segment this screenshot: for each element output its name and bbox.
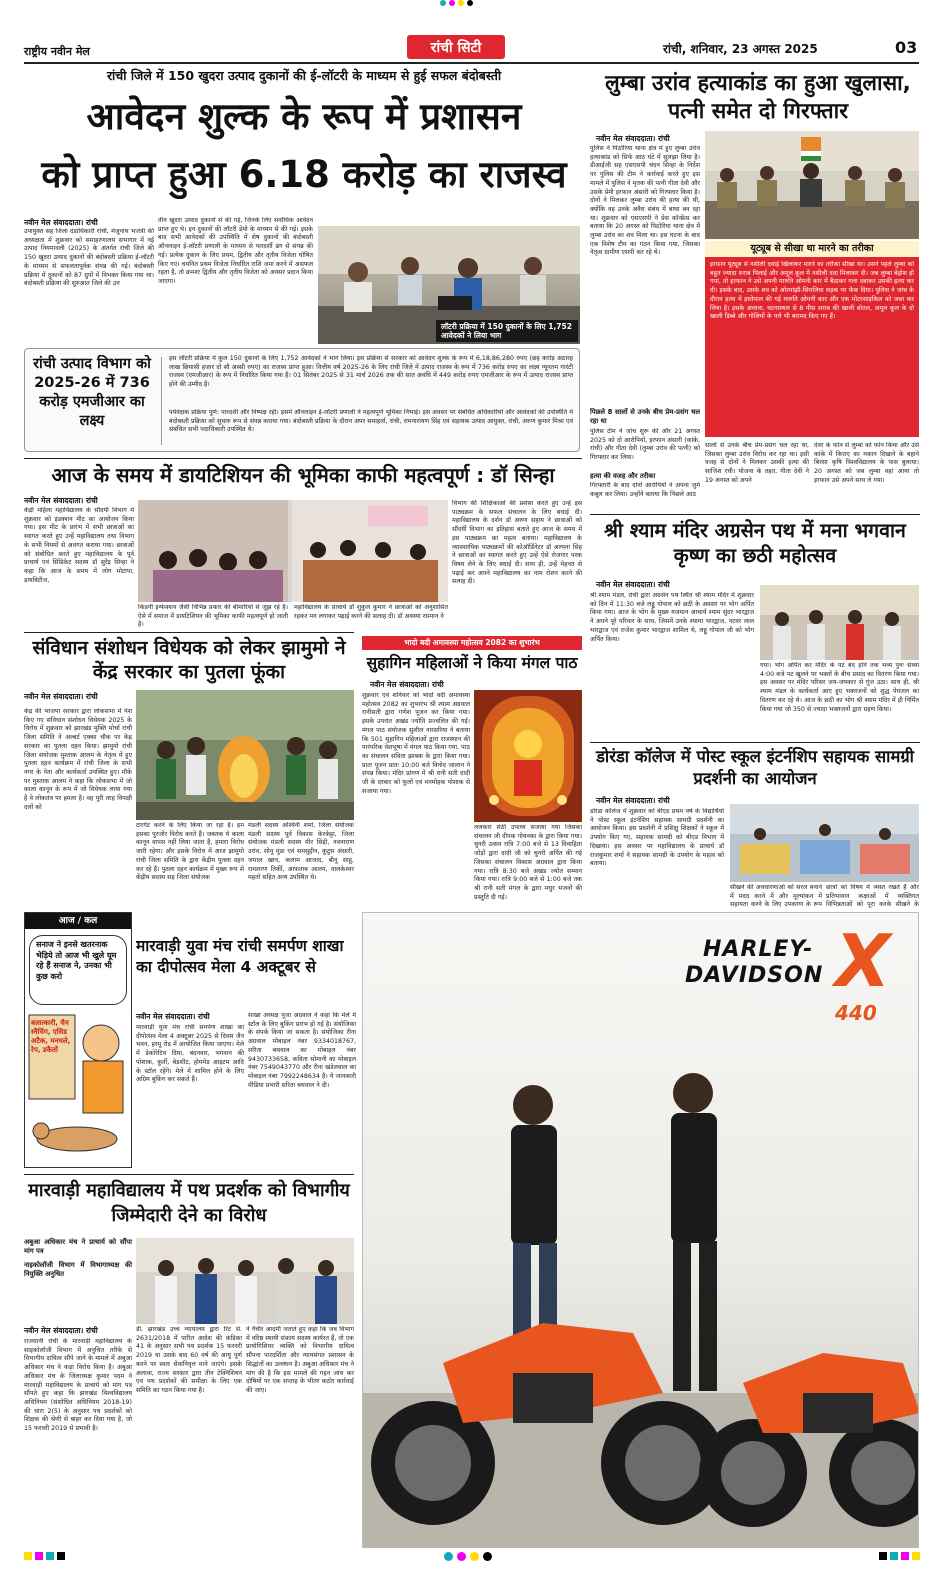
classroom-illustration (138, 500, 448, 602)
divider-shyam (590, 514, 920, 515)
dietitian-column-4: विभाग की शिक्षिकाओं की प्रशंसा करते हुए उन्हें इस पाठ्यक्रम के सफल संचालन के लिए बधाई दी। महाविद्यालय के दर्शन डॉ अरुण सहाय ने छात्राओं को सौंदर्यी विभाग का इतिहास बताते हुए आज के समय में इस पाठ्यक्रम का महत्व बताया। महाविद्यालय के व्यावसायिक पाठ्यक्रमों की कोऑर्डिनेटर डॉ अल्पना सिंह ने छात्राओं का स्वागत करते हुए उन्हें ऐसे रोजगार परक विषय लेने के लिए बधाई दी। साथ ही, उन्हें मेहनत से पढ़ाई कर अपने महाविद्यालय का नाम रोशन करने की सलाह दी। (452, 500, 582, 586)
masthead-logo: राष्ट्रीय नवीन मेल (24, 45, 90, 58)
college-bullet-2: नाइकोलॉजी विभाग में विभागाध्यक्ष की नियुक्ति अनुचित (24, 1261, 132, 1279)
jmm-byline: नवीन मेल संवाददाता। रांची (24, 692, 98, 701)
lottery-photo-caption: लॉटरी प्रक्रिया में 150 दुकानों के लिए 1,752 आवेदकों ने लिया भाग (436, 320, 578, 342)
dietitian-byline: नवीन मेल संवाददाता। रांची (24, 496, 98, 505)
color-registration-strip-top (0, 0, 945, 8)
exhibition-photo (730, 804, 919, 882)
murder-subhead-affair: पिछले 8 सालों से उनके बीच प्रेम-प्रसंग चल रहा था (590, 408, 700, 425)
yuva-byline: नवीन मेल संवाददाता। रांची (136, 1012, 210, 1021)
cartoon-sign-text: बलात्कारी, चैन स्नैचिंग, एसिड अटैक, मनचले, रेप, डकैतों (31, 1019, 71, 1054)
divider-dietitian (24, 458, 582, 459)
college-bullets (24, 1238, 132, 1279)
ad-bikes-and-riders (363, 1033, 919, 1548)
doranda-byline: नवीन मेल संवाददाता। रांची (596, 796, 670, 805)
ad-model-cc: 440 (835, 1001, 877, 1025)
memorandum-illustration (136, 1238, 354, 1324)
effigy-burning-photo (136, 690, 354, 820)
yuva-column-2: साखा अध्यक्ष पूजा अग्रवाल ने कहा कि मेले में स्टॉल के लिए बुकिंग प्रारंभ हो गई है। संयोजिका के संपर्क किया जा सकता है। संयोजिका रीना अग्रवाल मोबाइल नंबर 9334018767, सरिता बथवाल का मोबाइल नंबर 9430733658, कविता सोमानी का मोबाइल नंबर 7549043770 और रीना खंडेलवाल का मोबाइल नंबर 7992248634 है। ये जानकारी मीडिया प्रभारी सरिता बथवाल ने दी। (248, 1012, 356, 1089)
observers-text: पर्यवेक्षक प्रक्रिया पूर्ण: पारदर्शी और निष्पक्ष रही। इसमें ऑनलाइन ई-लॉटरी प्रणाली ने महत्वपूर्ण भूमिका निभाई। इस अवसर पर संबंधित अधिकारियों और आवेदकों की उपस्थिति में बंदोबस्ती प्रक्रिया को सुचारु रूप से संपन्न कराया गया। बंदोबस्ती प्रक्रिया के दौरान अपर समाहर्ता, रांची, रामनारायण सिंह एवं सहायक उत्पाद आयुक्त, रांची, अरुण कुमार मिश्रा एवं संबंधित सभी पदाधिकारी उपस्थित थे। (169, 409, 573, 434)
murder-tail-b: देवर के फोन से लुम्बा को फोन किया और उसे कांके में किराए का मकान दिखाने के बहाने बिरसा कृषि विश्वविद्यालय के पास बुलाया। 20 अगस्त को जब लुम्बा वहां आया तो इरफान उसे अपने साथ ले गया। (814, 442, 919, 484)
dateline: रांची, शनिवार, 23 अगस्त 2025 (663, 42, 818, 56)
cartoon-bubble-text: सनाज ने इनसे खतरनाक भेड़िये तो आज भी खुले घूम रहे हैं सनाज ने, उनका भी कुछ करो (36, 940, 117, 981)
dietitian-column-3: महाविद्यालय के प्राचार्य डॉ शुकुल कुमार ने छात्राओं को अनुशासित रहकर मन लगाकर पढ़ाई करने की सलाह दी। डॉ अवस्या रसमान ने (294, 604, 448, 620)
college-column-3: ने नैचीर आदमी जताते हुए कहा कि जब विभाग में वरिष्ठ स्थायी संकाय सदस्य कार्यरत हैं, तो एक प्रायोगिशियर व्यक्ति को विभागीय दायित्व सौंपना पारदर्शिता और न्यायसंगत प्रशासन के सिद्धांतों का उल्लंघन है। अबुआ अधिकार मंच ने मांग की है कि इस मामले की गहन जांच कर दोषियों पर एक सप्ताह के भीतर कठोर कार्रवाई की जाए। (246, 1326, 354, 1394)
lead-column-1: उपायुक्त सह जिला दंडाधिकारी रांची, मंजूनाथ भजंत्री की अध्यक्षता में शुक्रवार को समाहरणालय सभागार में नई उत्पाद नियमावली (2025) के अंतर्गत रांची जिले की 150 खुदरा उत्पाद दुकानों की बंदोबस्ती प्रक्रिया ई-लॉटरी के माध्यम से सफलतापूर्वक संपन्न की गई। बंदोबस्ती प्रक्रिया में दुकानों को 87 ग्रुपों में विभक्त किया गया था। बंदोबस्ती प्रक्रिया की शुरुआत जिले की उन (24, 228, 154, 288)
jmm-column-2: टारगेट करने के लिए किया जा रहा है। हम इसका पुरजोर विरोध करते हैं। जबतक ये काला कानून वापस नहीं लिया जाता है, हमारा विरोध जारी रहेगा। और इसके विरोध में आज झामुमो रांची जिला समिति के द्वारा केंद्रीय पुतला दहन कर रहे हैं। पुतला दहन कार्यक्रम में मुख्य रूप से केंद्रीय सदस्य सह जिला संयोजक (136, 822, 244, 882)
cartoon-speech-bubble (29, 935, 127, 1005)
suhagin-kicker-band (362, 636, 582, 650)
lead-kicker: रांची जिले में 150 खुदरा उत्पाद दुकानों की ई-लॉटरी के माध्यम से हुई सफल बंदोबस्ती (106, 68, 502, 83)
suhagin-byline: नवीन मेल संवाददाता। रांची (370, 680, 444, 689)
shyam-temple-photo (760, 585, 919, 660)
dietitian-column-1: केंद्री महिला महाविद्यालय के सौंदर्यी विभाग में शुक्रवार को इंडक्शन मीट का आयोजन किया गया। इस मीट के प्रारंभ में सभी छात्राओं का स्वागत करते हुए उन्हें महाविद्यालय तथा विभाग के सभी नियमों से अवगत कराया गया। छात्राओं को संबोधित करते हुए महाविद्यालय के पूर्व प्राचार्य एवं सिंडिकेट सदस्य डॉ सुरेंद्र सिन्हा ने कहा कि आज के समय में लोग मोटापा, डायबिटीज, (24, 507, 134, 584)
dietitian-headline: आज के समय में डायटिशियन की भूमिका काफी महत्वपूर्ण : डॉ सिन्हा (51, 463, 555, 487)
suhagin-kicker: भादो बदी अमावस्या महोत्सव 2082 का शुभारंभ (404, 638, 540, 647)
lead-headline-line1: आवेदन शुल्क के रूप में प्रशासन (86, 95, 522, 138)
harley-davidson-ad (362, 912, 919, 1548)
shyam-headline: श्री श्याम मंदिर अग्रसेन पथ में मना भगवान कृष्ण का छठी महोत्सव (604, 519, 906, 567)
youtube-box-body: इरफान यूट्यूब से नशीली दवाई खिलाकर मारने का तरीका सीखा था। उसने पहले लुम्बा को बहुत ज्यादा शराब पिलाई और अमूल कूल में नशीली दवा मिलाकर दी। जब लुम्बा बेहोश हो गया, तो इरफान ने उसे अपनी मारुति ओमनी कार में बैठाकर गला दबाकर उसकी हत्या कर दी। इसके बाद, उसके शव को ओरमांझी-सिमलिया सड़क पर फेंक दिया। पुलिस ने जांच के दौरान हत्या में इस्तेमाल की गई मारुति ओमनी कार और एक मोटरसाइकिल को जब्त कर लिया है। इसके अलावा, घटनास्थल से 8 पीस शराब की खाली बोतल, अमूल कूल के दो खाली डिब्बे और गोलियों के पत्ते भी बरामद किए गए हैं। (710, 261, 914, 321)
divider-college (24, 1174, 354, 1175)
cartoon-title-band (25, 913, 131, 929)
yuva-column-1: मारवाड़ी युवा मंच रांची समर्पण शाखा का दीपोत्सव मेला 4 अक्टूबर 2025 से दिवस जैन भवन, हरमू रोड में आयोजित किया जाएगा। मेले में डेकोरेटिव दिया, बंदनवार, भगवान की पोशाक, कुर्ती, बेडशीट, होममेड आइटम आदि के स्टॉल रहेंगे। मेले में शामिल होने के लिए अग्रिम बुकिंग कर सकते हैं। (136, 1024, 244, 1084)
section-banner (407, 35, 505, 59)
lottery-meeting-photo (318, 226, 580, 344)
rani-sati-shrine-photo (474, 690, 582, 822)
youtube-box-title: यूट्यूब से सीखा था मारने का तरीका (705, 241, 919, 257)
section-title: रांची सिटी (430, 39, 482, 56)
murder-subhead-motive: हत्या की वजह और तरीका (590, 472, 656, 480)
ad-model-x: X (835, 919, 891, 1003)
shyam-column-1: श्री श्याम मंडल, रांची द्वारा अग्रसेन पथ स्थित श्री श्याम मंदिर में शुक्रवार को दिन में 11:30 बजे लड्डू गोपाल को छठी के अवसर पर भोग अर्पित किया गया। आज के भोग के मुख्य यजमान आचार्य श्याम सुंदर भारद्वाज ने अपने पूरे परिवार के साथ, जिसमें उनके श्यामा भारद्वाज, नटवर लाल भारद्वाज एवं राजेश कुमार भारद्वाज शामिल थे, लड्डू गोपाल जी को भोग अर्पित किया। (590, 592, 754, 643)
murder-byline: नवीन मेल संवाददाता। रांची (596, 134, 670, 143)
jmm-column-1: केंद्र की भाजपा सरकार द्वारा लोकसभा में पेश किए गए संविधान संशोधन विधेयक 2025 के विरोध में शुक्रवार को झारखंड मुक्ति मोर्चा रांची जिला समिति ने अल्बर्ट एक्का चौक पर केंद्र सरकार का पुतला दहन किया। झामुमो रांची जिला संयोजक मुश्ताक आलम के नेतृत्व में हुए पुतला दहन कार्यक्रम में रांची जिला के सभी नगर के नेता और कार्यकर्ता उपस्थित हुए। मौके पर मुश्ताक आलम ने कहा कि लोकसभा में जो काला कानून के रूप में जो विधेयक लाया गया है वे लोकतंत्र पर हमला है। वह पूरी तरह विपक्षी दलों को (24, 708, 132, 811)
exhibition-illustration (730, 804, 919, 882)
target-panel (24, 348, 580, 452)
target-divider (161, 357, 162, 445)
college-bullet-1: अबुआ अधिकार मंच ने प्राचार्य को सौंपा मांग पत्र (24, 1238, 132, 1255)
lead-headline-line2: को प्राप्त हुआ 6.18 करोड़ का राजस्व (41, 153, 567, 196)
murder-tail-a: सालों से उनके बीच प्रेम-प्रसंग चल रहा था, जिसका लुम्बा उरांव विरोध कर रहा था। इसी वजह से दोनों ने मिलकर उसकी हत्या की साजिश रची। योजना के तहत, गीता देवी ने 19 अगस्त को अपने (705, 442, 809, 484)
suhagin-column-1: शुक्रवार एवं शनिवार को भादो वदी अमावस्या महोत्सव 2082 का शुभारंभ श्री श्याम अग्रवाल रानीसती द्वारा गणेश पूजन कर किया गया। इसके उपरांत अखंड ज्योति प्रज्वलित की गई। मंगल पाठ संयोजक सुशील नारसरिया ने बताया कि 501 सुहागिन महिलाओं द्वारा राजस्थान की पारंपरिक वेशभूषा में मंगल पाठ किया गया, पाठ का संचालन सविता झाबक के द्वारा किया गया। प्रातः पूजन प्रातः 10:00 बजे विनोद जालान ने संपन्न किया। मंदिर प्रांगण में श्री रानी सती दादी जी के दरबार को फूलों एवं मनमोहक पोशाक से सजाया गया। (362, 692, 470, 795)
college-column-2: डी, झारखंड उच्च न्यायालय द्वारा रिट सं. 2631/2018 में पारित आदेश की कंडिका 41 के अनुसार सभी पथ प्रदर्शक 15 फरवरी 2019 या उसके बाद 60 वर्ष की आयु पूर्ण करने पर स्वतः सेवानिवृत्त माने जाएंगे। इसके अलावा, राज्य सरकार द्वारा तीन टेक्निशियन एवं पथ प्रदर्शकों की समीक्षा के लिए एक समिति का गठन किया गया है। (136, 1326, 242, 1394)
police-press-photo (705, 131, 919, 239)
police-illustration (705, 131, 919, 239)
color-registration-strip-bottom (24, 1552, 919, 1564)
shyam-byline: नवीन मेल संवाददाता। रांची (596, 580, 670, 589)
lead-byline: नवीन मेल संवाददाता। रांची (24, 218, 98, 227)
lead-column-2: तीन खुदरा उत्पाद दुकानों से की गई, जिनके लिए सर्वाधिक आवेदन प्राप्त हुए थे। इन दुकानों की लॉटरी डेमो के माध्यम से की गई। इसके बाद सभी आवेदकों की उपस्थिति में शेष दुकानों की बंदोबस्ती ऑनलाइन ई-लॉटरी प्रणाली के माध्यम से पारदर्शी ढंग से संपन्न की गई। प्रत्येक दुकान के लिए प्रथम, द्वितीय और तृतीय विजेता घोषित किए गए। चयनित प्रथम विजेता निर्धारित राशि जमा करने में असफल रहता है, तो क्रमशः द्वितीय और तृतीय विजेता को अवसर प्रदान किया जाएगा। (158, 217, 313, 285)
doranda-column-1: डोरंडा कॉलेज में शुक्रवार को बीएड प्रथम वर्ष के विद्यार्थियों ने पोस्ट स्कूल इंटर्नशिप सहायक सामग्री प्रदर्शनी का आयोजन किया। इस प्रदर्शनी में प्रशिक्षु शिक्षकों ने स्कूल में उपयोग किए गए, सहायक सामग्री को बीएड विभाग में दिखाया। इस अवसर पर महाविद्यालय के प्राचार्य डॉ राजकुमार शर्मा ने सहायक सामग्री के उपयोग के महत्व को बताया। (590, 808, 724, 868)
cartoon-box (24, 912, 132, 1168)
ad-brand-top: HARLEY- (703, 937, 814, 962)
divider-doranda (590, 742, 920, 743)
murder-headline: लुम्बा उरांव हत्याकांड का हुआ खुलासा, पत्नी समेत दो गिरफ्तार (605, 71, 911, 124)
page-number: 03 (895, 38, 918, 57)
murder-body: पुलिस ने पिठोरिया थाना क्षेत्र में हुए लुम्बा उरांव हत्याकांड को सिर्फ आठ घंटे में सुलझा लिया है। डीआईजी सह एसएसपी चंदन सिन्हा के निर्देश पर पुलिस की टीम ने कार्रवाई करते हुए इस मामले में पुलिस ने मृतक की पत्नी गीता देवी और उसके प्रेमी इरफान अंसारी को गिरफ्तार किया है। दोनों ने मिलकर लुम्बा उरांव की हत्या की थी, क्योंकि वह उनके अवैध संबंध में बाधा बन रहा था। शुक्रवार को एसएसपी ने प्रेस कॉन्फ्रेंस कर बताया कि 20 अगस्त को पिठोरिया थाना क्षेत्र में लुम्बा उरांव का शव मिला था। इस घटना के बाद एक विशेष टीम का गठन किया गया, जिसका नेतृत्व ग्रामीण एसपी कर रहे थे। (590, 145, 700, 257)
jmm-column-3: मंडली सदस्य अश्विनी शर्मा, जिला संयोजक मंडली सदस्य पूर्व विकास केरकेट्टा, जिला संयोजक मंडली सदस्य मीर सिद्दी, नवनाराण उरांव, सोनू मुंडा एवं समसुद्दीन, कुटुस अंसारी, जमाल खान, कलाम आजाद, बीनू साहू, रामशरण तिर्की, आफताब आलम, वालकेश्वर महतो सहित अन्य उपस्थित थे। (248, 822, 354, 882)
youtube-box (705, 241, 919, 437)
college-column-1: राजधानी रांची के मारवाड़ी महाविद्यालय के साइकोलॉजी विभाग में अनुचित तरीके से विभागीय दायित्व सौंपे जाने के मामले में अबुआ अधिकार मंच ने कड़ा विरोध किया है। अबुआ अधिकार मंच के जिलाध्यक्ष कुमार पदम ने मारवाड़ी महाविद्यालय के प्राचार्य को मांग पत्र सौंपते हुए कहा कि झारखंड विश्वविद्यालय अधिनियम (संशोधित अधिनियम 2018-19) की धारा 2(5) के अनुसार पथ प्रदर्शकों को शिक्षक की श्रेणी से बाहर कर दिया गया है, जो 15 फरवरी 2019 से प्रभावी है। (24, 1338, 132, 1433)
cartoon-title: आज / कल (58, 916, 98, 926)
doranda-headline: डोरंडा कॉलेज में पोस्ट स्कूल इंटर्नशिप सहायक सामग्री प्रदर्शनी का आयोजन (596, 747, 914, 788)
murder-motive-body: गिरफ्तारी के बाद दोनों आरोपियों ने अपना जुर्म कबूल कर लिया। उन्होंने बताया कि पिछले आठ (590, 482, 700, 498)
dietitian-column-2: किडनी इन्फेक्शन जैसी विभिन्न प्रकार की बीमारियों से जूझ रहे हैं। ऐसे में समाज में डायटिशियन की भूमिका काफी महत्वपूर्ण हो जाती है। (138, 604, 288, 629)
college-headline: मारवाड़ी महाविद्यालय में पथ प्रदर्शक को विभागीय जिम्मेदारी देने का विरोध (28, 1180, 350, 1226)
jmm-headline: संविधान संशोधन विधेयक को लेकर झामुमो ने केंद्र सरकार का पुतला फूंका (32, 637, 346, 683)
shyam-column-2: गया। भोग अर्पित कर मंदिर के पट बंद होने तक भव्य पुनः संध्या 4:00 बजे पट खुलने पर भक्तों के बीच प्रसाद का वितरण किया गया। इस अवसर पर मंदिर परिसर जय-जयकार से गूंज उठा। साथ ही, श्री श्याम मंडल के कार्यकर्ता आए हुए भक्तजनों को शुद्ध पेयजल का वितरण कर रहे थे। आज के छठी का भोग श्री श्याम मंदिर में ही निर्मित किया गया जो 350 से ज्यादा भक्तजनों द्वारा ग्रहण किया। (760, 662, 919, 713)
target-text: इस लॉटरी प्रक्रिया में कुल 150 दुकानों के लिए 1,752 आवेदकों ने भाग लिया। इस प्रक्रिया से सरकार को आवेदन शुल्क के रूप में 6,18,86,280 रुपए (छह करोड़ अठारह लाख छियासी हजार दो सौ अस्सी रुपए) का राजस्व प्राप्त हुआ। वित्तीय वर्ष 2025-26 के लिए रांची जिले में उत्पाद राजस्व के रूप में 736 करोड़ रुपए का लक्ष्य न्यूनतम गारंटी राजस्व (एमजीआर) के रूप में निर्धारित किया गया है। 01 सितंबर 2025 से 31 मार्च 2026 तक की सात अवधि में 449 करोड़ रुपए एमजीआर के रूप में उत्पाद राजस्व प्राप्त होने की उम्मीद है। (169, 355, 573, 389)
doranda-column-2: सीखने की अवधारणाओं को सरल बनाने में मदद करने में और मूल्यांकन में सहायता करने के लिए उपकरण के रूप (730, 884, 822, 908)
divider-jmm (24, 632, 354, 633)
shrine-illustration (474, 690, 582, 822)
ad-brand-bottom: DAVIDSON (685, 963, 824, 988)
suhagin-column-2: ललकार सेठी उपाध्य सजाया गया जिसका संचालन जी दीपक गोयनका के द्वारा किया गया। चुनरी उत्सव रात्रि 7:00 बजे से 13 विवाहिता जोड़ों द्वारा दादी जी को चुनरी अर्पित की गई जिसका संचालन विकास अग्रवाल द्वारा किया गया। रात्रि 8:30 बजे अखंड ज्योत सम्मान किया गया। रात्रि 9:00 बजे से 1:00 बजे तक श्री रानी सती मंगल के द्वारा मधुर भजनों की प्रस्तुति दी गई। (474, 824, 582, 901)
induction-meet-photo (138, 500, 448, 602)
college-memorandum-photo (136, 1238, 354, 1324)
suhagin-headline: सुहागिन महिलाओं ने किया मंगल पाठ (366, 654, 578, 672)
protest-illustration (136, 690, 354, 820)
temple-illustration (760, 585, 919, 660)
doranda-column-3: छात्रों को विषय में व्यस्त रखते हैं और प्रतिभावान कक्षाओं में व्यक्तिगत विभिन्नताओं को पूरा करके सीखने के (826, 884, 919, 908)
college-byline: नवीन मेल संवाददाता। रांची (24, 1326, 98, 1335)
murder-affair-body: पुलिस टीम ने जांच शुरू की और 21 अगस्त 2025 को दो आरोपियों, इरफान अंसारी (कांके, रांची) और गीता देवी (लुम्बा उरांव की पत्नी) को गिरफ्तार कर लिया। (590, 428, 700, 462)
yuva-headline: मारवाड़ी युवा मंच रांची समर्पण शाखा का दीपोत्सव मेला 4 अक्टूबर से (136, 937, 344, 976)
target-box-headline: रांची उत्पाद विभाग को 2025-26 में 736 करोड़ एमजीआर का लक्ष्य (33, 356, 151, 429)
masthead-rule (24, 62, 919, 64)
